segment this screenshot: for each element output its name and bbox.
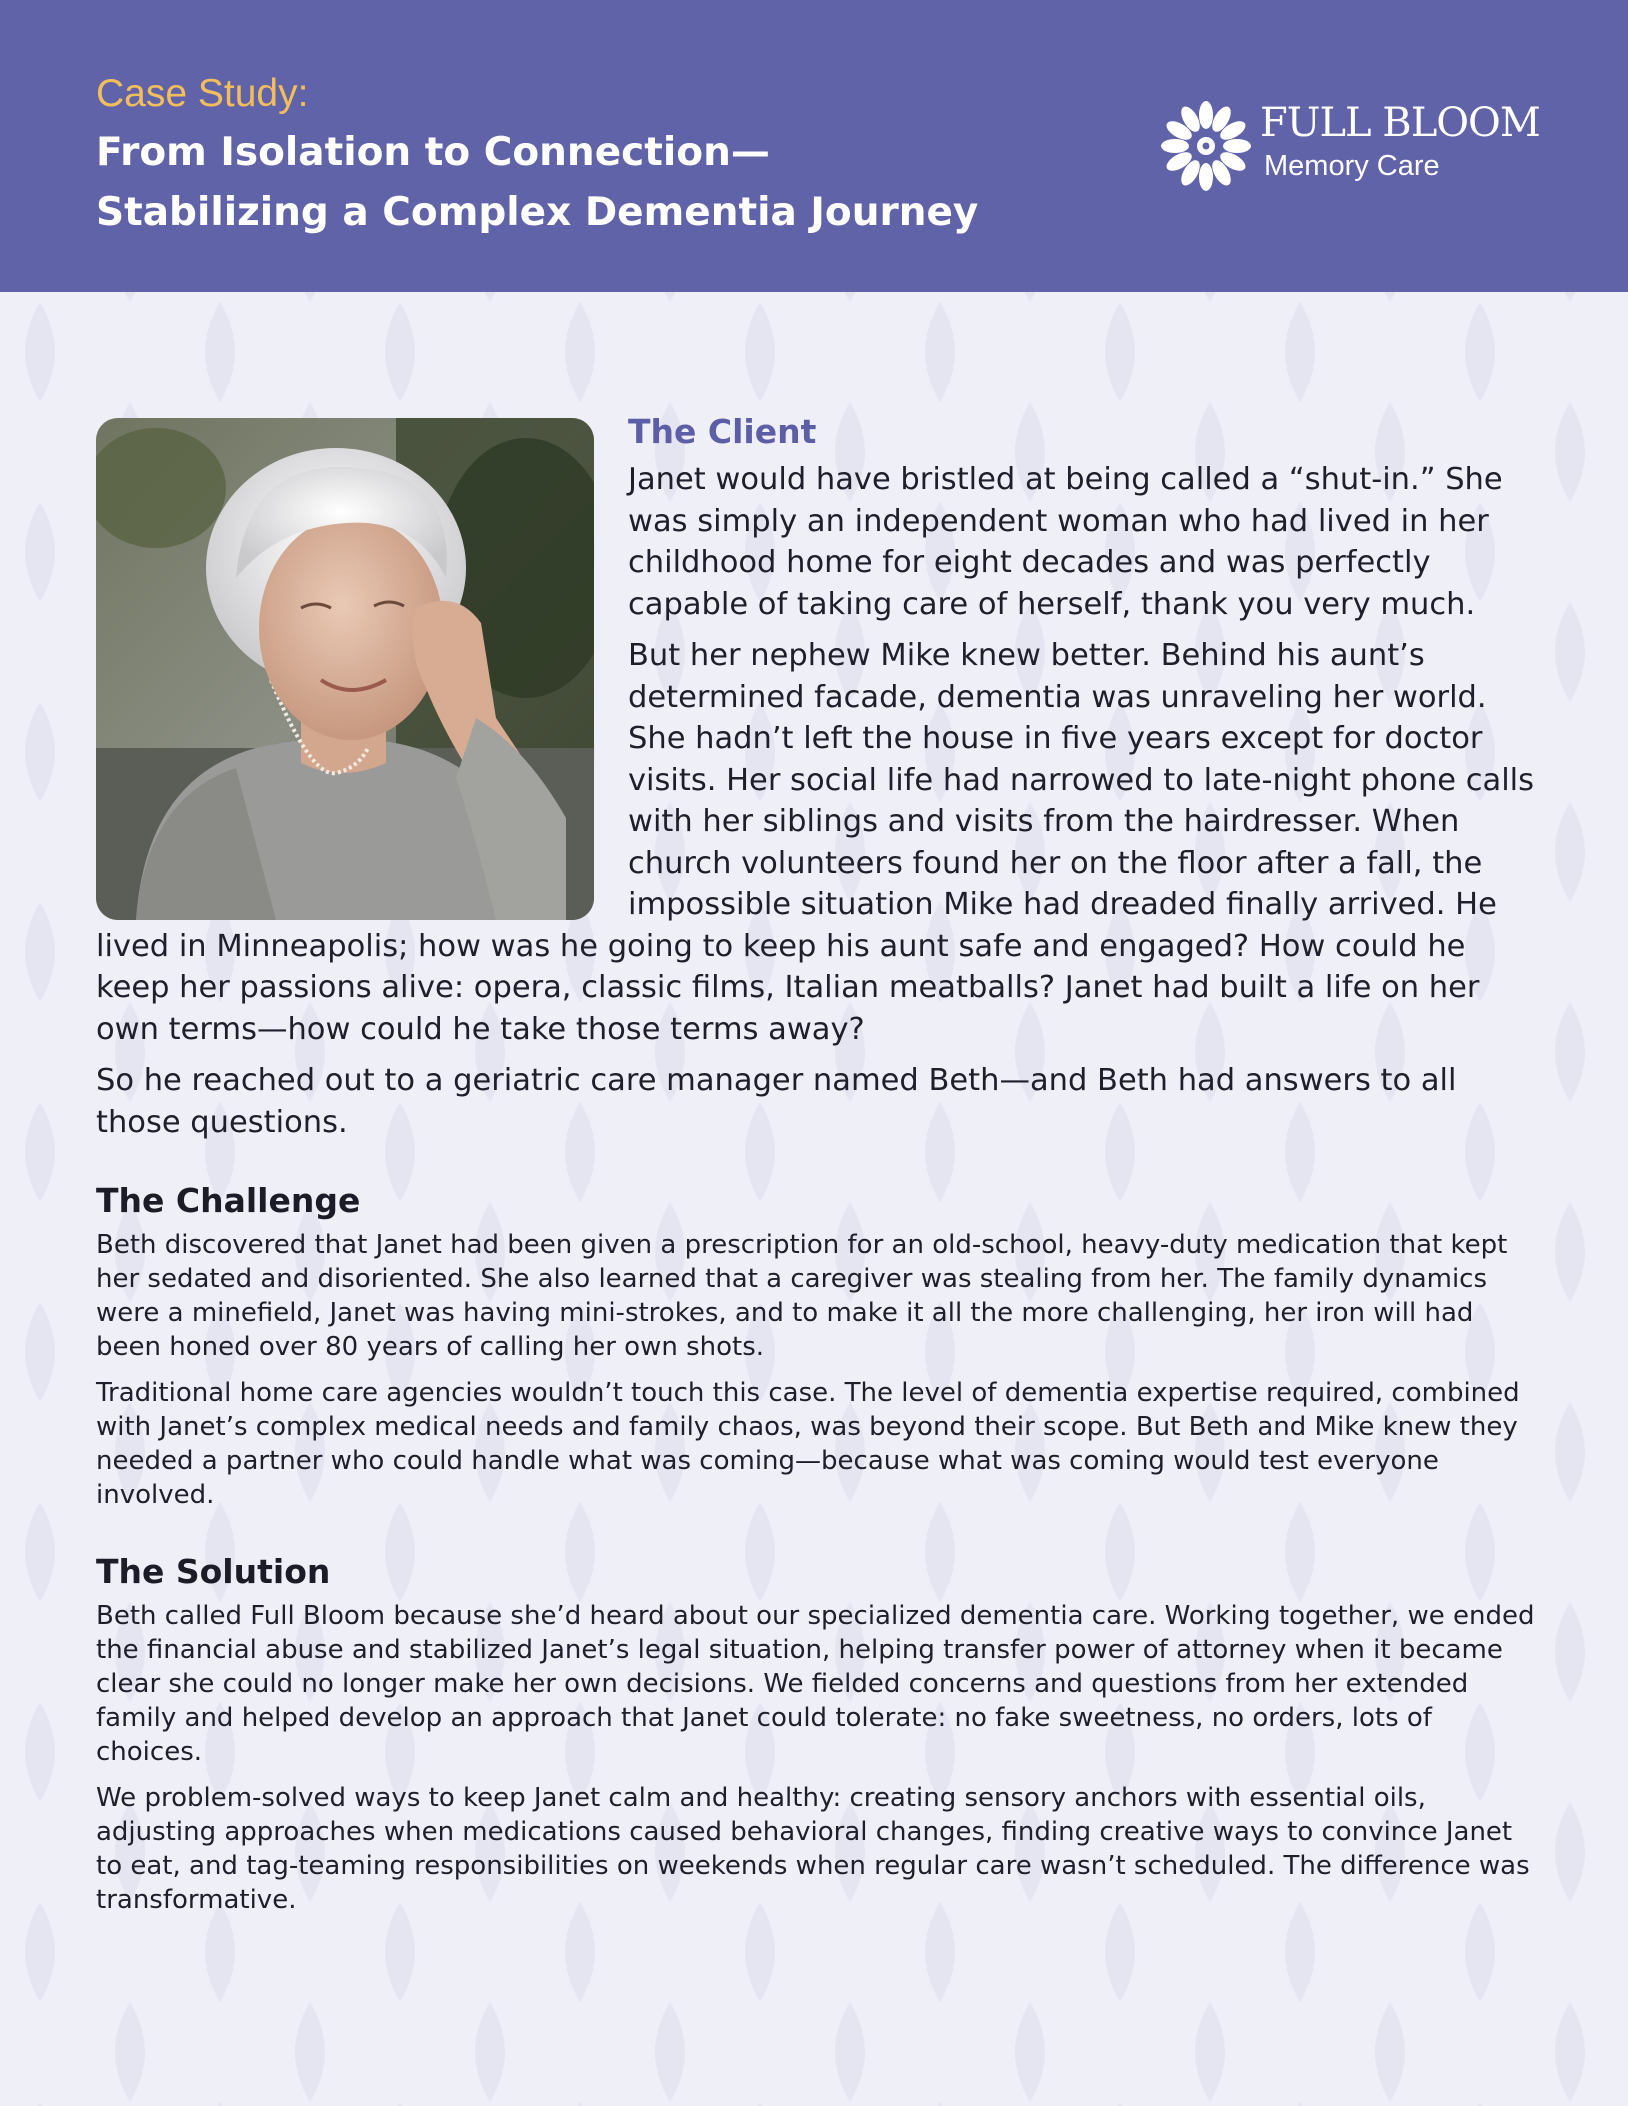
client-paragraph-1: Janet would have bristled at being called a “shut-in.” She was simply an independent woman who had lived in her childhood home for eight decades and was perfectly capable of taking care of herself, thank you very much. [628,462,1503,622]
challenge-paragraph-2: Traditional home care agencies wouldn’t touch this case. The level of dementia expertise required, combined with Janet’s complex medical needs and family chaos, was beyond their scope. But Beth and Mike knew they needed a partner who could handle what was coming—because what was coming would test everyone involved. [96,1378,1520,1510]
case-study-label: Case Study: [96,72,309,115]
flower-icon [1156,96,1256,196]
client-heading: The Client [628,412,817,451]
challenge-section [96,1181,1536,1512]
full-bloom-logo [1156,96,1546,200]
solution-heading: The Solution [96,1552,331,1591]
challenge-heading: The Challenge [96,1181,361,1220]
logo-subtitle: Memory Care [1264,150,1440,182]
title-line-2: Stabilizing a Complex Dementia Journey [96,190,979,235]
photo-wrap-spacer [96,412,628,920]
solution-paragraph-1: Beth called Full Bloom because she’d heard about our specialized dementia care. Working together, we ended the financial abuse and stabilized Janet’s legal situation, helping transfer power of attorney when it became clear she could no longer make her own decisions. We fielded concerns and questions from her extended family and helped develop an approach that Janet could tolerate: no fake sweetness, no orders, lots of choices. [96,1601,1535,1767]
header-banner [0,0,1628,292]
challenge-paragraph-1: Beth discovered that Janet had been given a prescription for an old-school, heavy-duty medication that kept her sedated and disoriented. She also learned that a caregiver was stealing from her. The family dynamics were a minefield, Janet was having mini-strokes, and to make it all the more challenging, her iron will had been honed over 80 years of calling her own shots. [96,1230,1508,1362]
main-content [96,412,1536,1929]
solution-section [96,1552,1536,1917]
client-paragraph-2: But her nephew Mike knew better. Behind his aunt’s determined facade, dementia was unraveling her world. She hadn’t left the house in five years except for doctor visits. Her social life had narrowed to late-night phone calls with her siblings and visits from the hairdresser. When church volunteers found her on the floor after a fall, the impossible situation Mike had dreaded finally arrived. He lived in Minneapolis; how was he going to keep his aunt safe and engaged? How could he keep her passions alive: opera, classic films, Italian meatballs? Janet had built a life on her own terms—how could he take those terms away? [96,638,1535,1047]
client-paragraph-3: So he reached out to a geriatric care manager named Beth—and Beth had answers to all those questions. [96,1063,1457,1140]
solution-paragraph-2: We problem-solved ways to keep Janet calm and healthy: creating sensory anchors with essential oils, adjusting approaches when medications caused behavioral changes, finding creative ways to convince Janet to eat, and tag-teaming responsibilities on weekends when regular care wasn’t scheduled. The difference was transformative. [96,1783,1530,1915]
logo-name: FULL BLOOM [1260,100,1540,146]
title-line-1: From Isolation to Connection— [96,130,770,175]
